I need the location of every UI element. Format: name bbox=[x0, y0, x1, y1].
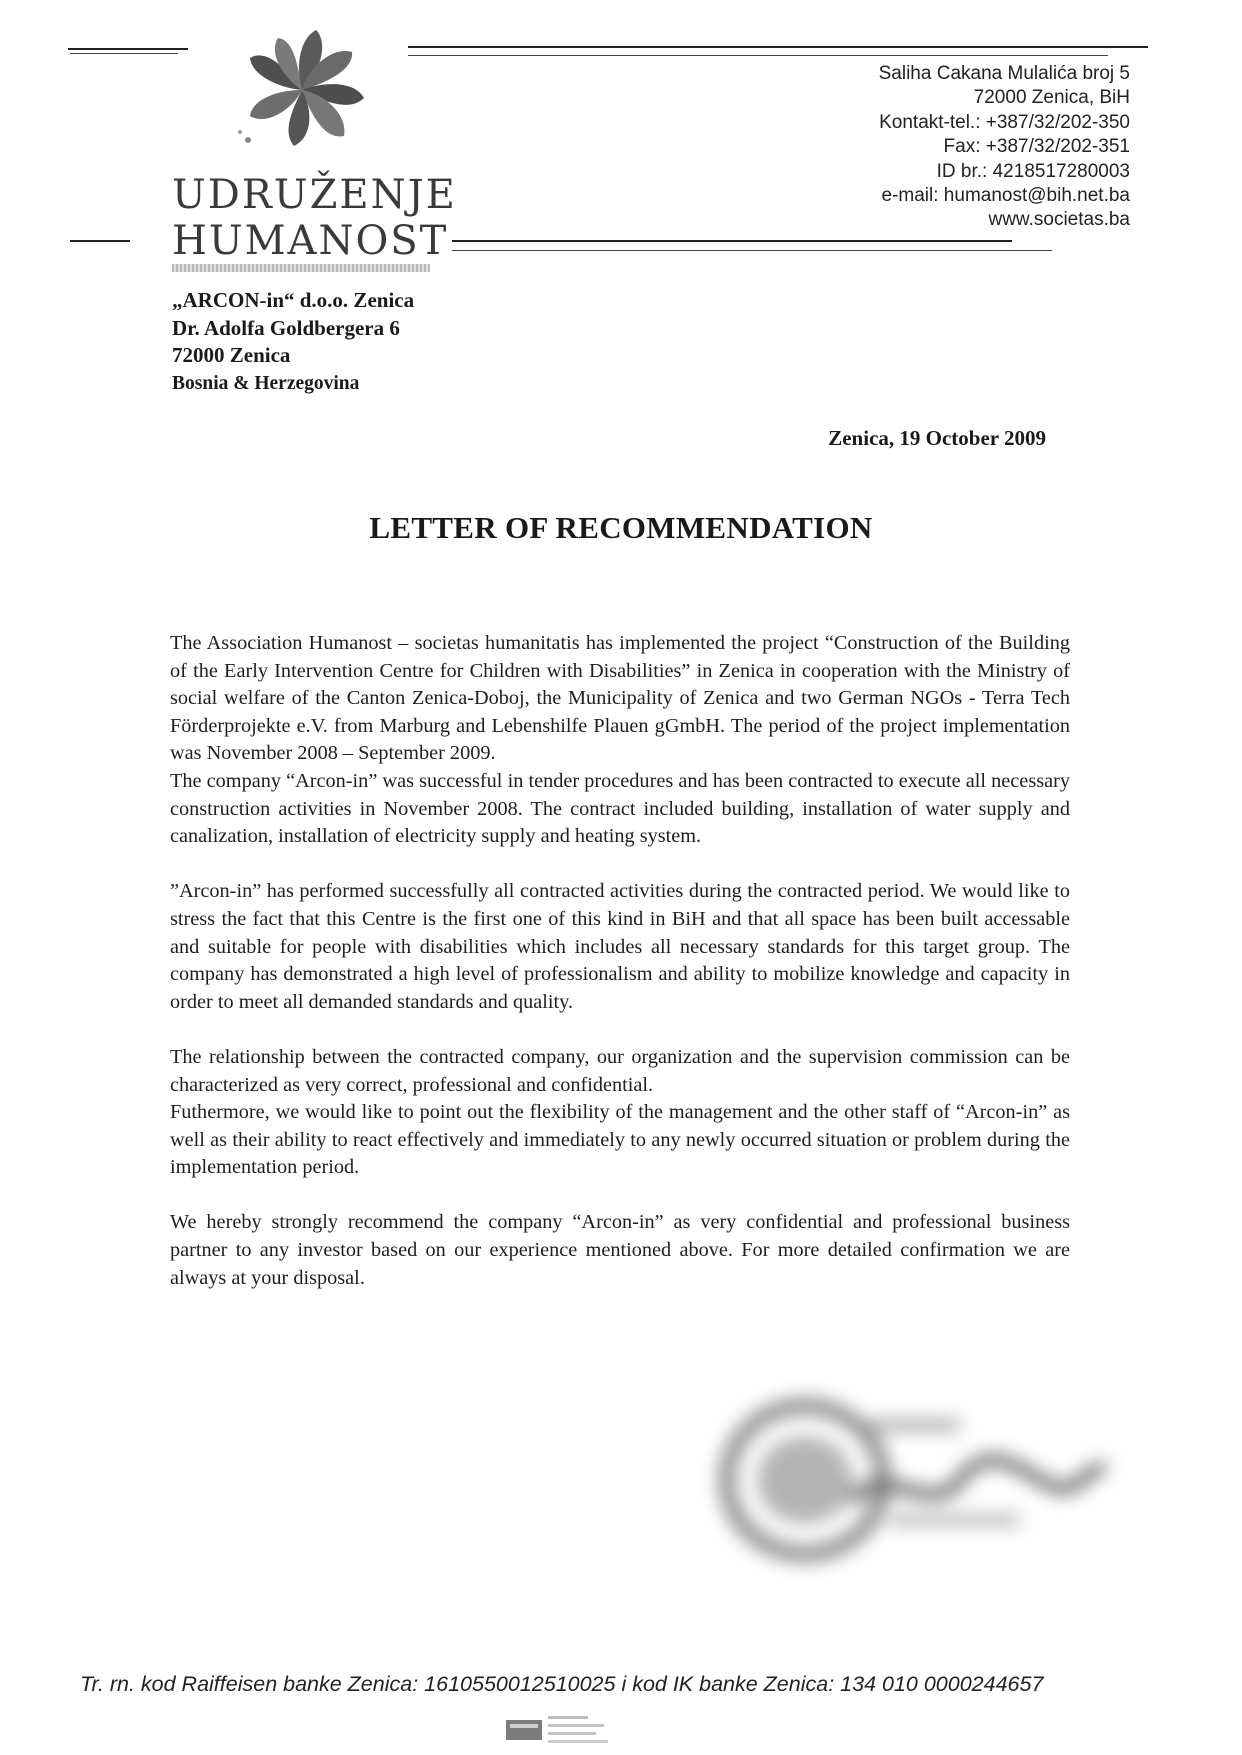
recipient-street: Dr. Adolfa Goldbergera 6 bbox=[172, 315, 400, 340]
contact-city: 72000 Zenica, BiH bbox=[973, 87, 1130, 109]
contact-fax: Fax: +387/32/202-351 bbox=[943, 136, 1130, 158]
header-rule-top-right-thin bbox=[408, 55, 1108, 56]
recipient-company: „ARCON-in“ d.o.o. Zenica bbox=[172, 288, 415, 312]
paragraph: We hereby strongly recommend the company “Arcon-in” as very confidential and professional business partner to any investor based on our experience mentioned above. For more detailed confirmation we are always at your disposal. bbox=[170, 1211, 1070, 1289]
header-rule-top-right bbox=[408, 46, 1148, 48]
stamp-seal-icon bbox=[700, 1390, 1120, 1590]
letter-heading: LETTER OF RECOMMENDATION bbox=[369, 510, 873, 545]
footer-mark-icon bbox=[506, 1712, 666, 1748]
letter-date: Zenica, 19 October 2009 bbox=[828, 426, 1046, 450]
org-name-line1: UDRUŽENJE bbox=[172, 172, 457, 218]
org-name-line2: HUMANOST bbox=[172, 218, 449, 264]
header-rule-bottom-left bbox=[70, 240, 130, 242]
header-rule-top-left-thin bbox=[70, 53, 178, 54]
recipient-country: Bosnia & Herzegovina bbox=[172, 372, 360, 394]
contact-phone: Kontakt-tel.: +387/32/202-350 bbox=[879, 111, 1130, 133]
paragraph: The relationship between the contracted company, our organization and the supervision commission can be characterized as very correct, professional and confidential. bbox=[170, 1045, 1070, 1096]
paragraph: The Association Humanost – societas humanitatis has implemented the project “Construction of the Building of the Early Intervention Centre for Children with Disabilities” in Zenica in cooperation with the Ministry of social welfare of the Canton Zenica-Doboj, the Municipality of Zenica and two German NGOs - Terra Tech Förderprojekte e.V. from Marburg and Lebenshilfe Plauen gGmbH. The period of the project implementation was November 2008 – September 2009. bbox=[170, 632, 1070, 765]
recipient-address bbox=[172, 287, 414, 397]
org-name-underline bbox=[172, 264, 430, 272]
header-rule-top-left bbox=[68, 48, 188, 50]
contact-id: ID br.: 4218517280003 bbox=[936, 160, 1130, 182]
header-rule-bottom-right bbox=[452, 240, 1012, 242]
flower-logo-icon bbox=[222, 22, 372, 162]
bank-details-footer: Tr. rn. kod Raiffeisen banke Zenica: 1610550012510025 i kod IK banke Zenica: 134 010 0000244657 bbox=[80, 1672, 1044, 1696]
header-rule-bottom-right-thin bbox=[452, 250, 1052, 251]
letter-body bbox=[170, 630, 1070, 1292]
contact-block bbox=[879, 62, 1130, 233]
paragraph: ”Arcon-in” has performed successfully all contracted activities during the contracted period. We would like to stress the fact that this Centre is the first one of this kind in BiH and that all space has been built accessable and suitable for people with disabilities which includes all necessary standards for this target group. The company has demonstrated a high level of professionalism and ability to mobilize knowledge and capacity in order to meet all demanded standards and quality. bbox=[170, 880, 1070, 1013]
contact-email: e-mail: humanost@bih.net.ba bbox=[881, 185, 1130, 207]
paragraph: Futhermore, we would like to point out the flexibility of the management and the other staff of “Arcon-in” as well as their ability to react effectively and immediately to any newly occurred situation or problem during the implementation period. bbox=[170, 1101, 1070, 1179]
recipient-city: 72000 Zenica bbox=[172, 343, 291, 367]
contact-website: www.societas.ba bbox=[988, 209, 1130, 231]
paragraph: The company “Arcon-in” was successful in tender procedures and has been contracted to execute all necessary construction activities in November 2008. The contract included building, installation of water supply and canalization, installation of electricity supply and heating system. bbox=[170, 769, 1070, 848]
contact-address: Saliha Cakana Mulalića broj 5 bbox=[878, 63, 1130, 84]
